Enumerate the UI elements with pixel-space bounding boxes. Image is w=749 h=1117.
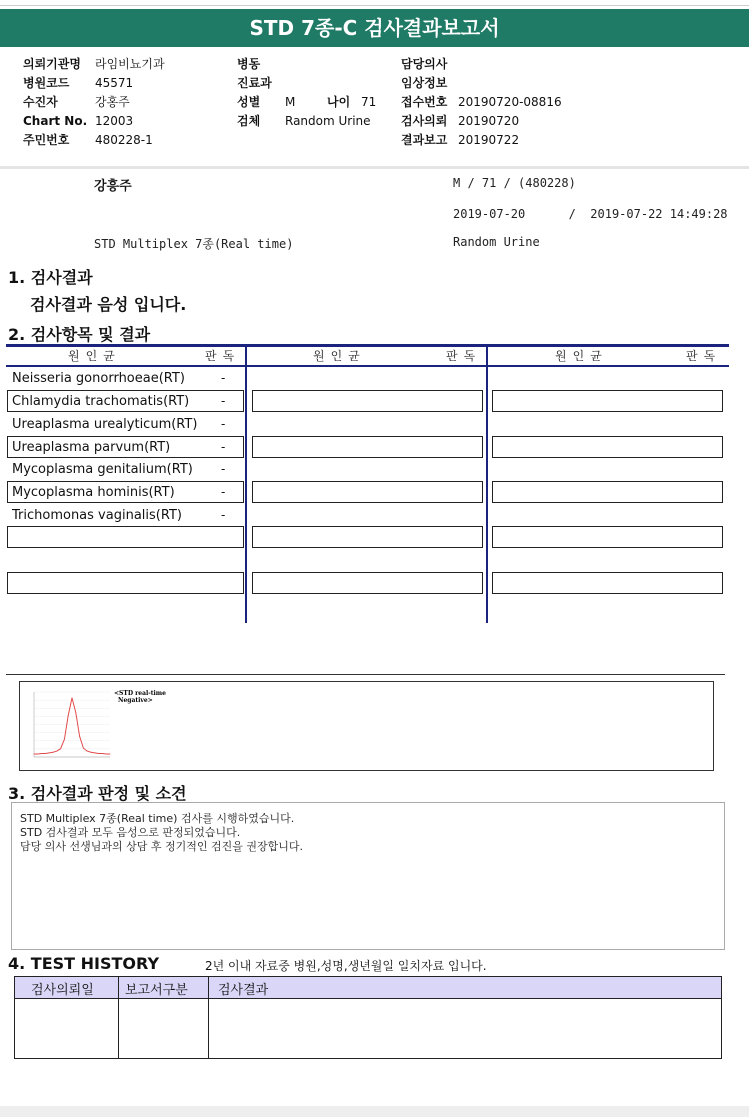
chart-point [60, 748, 61, 749]
chart-point [98, 753, 99, 754]
request-date-value: 20190720 [458, 114, 520, 128]
history-col-report-type: 보고서구분 [125, 983, 188, 998]
resident-no-label: 주민번호 [23, 133, 70, 147]
chart-legend-line2: Negative> [118, 697, 153, 704]
history-note: 2년 이내 자료중 병원,성명,생년월일 일치자료 입니다. [205, 959, 487, 973]
pcr-chart [20, 682, 713, 770]
chart-point [37, 754, 38, 755]
pathogen-name: Mycoplasma hominis(RT) [12, 485, 175, 500]
history-col-result: 검사결과 [218, 983, 269, 998]
chart-points [34, 698, 111, 755]
result-cell-box [252, 436, 483, 458]
chart-point [56, 751, 57, 752]
receipt-no-label: 접수번호 [401, 95, 448, 109]
header-col2 [237, 57, 377, 133]
results-column-divider [486, 344, 488, 623]
result-cell-box [252, 526, 483, 548]
pathogen-result: - [221, 485, 226, 499]
specimen-value: Random Urine [285, 114, 371, 128]
chart-point [49, 752, 50, 753]
clinical-info-label: 임상정보 [401, 76, 448, 90]
result-col-header: 판독 [446, 349, 482, 363]
history-table [14, 976, 722, 1059]
history-table-header [15, 977, 721, 999]
top-divider [0, 5, 749, 6]
result-cell-box [492, 436, 723, 458]
doctor-label: 담당의사 [401, 57, 448, 71]
chart-point [68, 715, 69, 716]
resident-no-value: 480228-1 [95, 133, 153, 147]
pathogen-col-header: 원인균 [555, 349, 608, 363]
section1-heading: 1. 검사결과 [8, 268, 93, 287]
chart-series-line [34, 698, 110, 754]
pathogen-result: - [221, 462, 226, 476]
opinion-textbox [11, 802, 725, 950]
chart-point [53, 752, 54, 753]
pathogen-col-header: 원인균 [313, 349, 366, 363]
chart-point [34, 754, 35, 755]
chart-point [45, 753, 46, 754]
report-title: STD 7종-C 검사결과보고서 [0, 9, 749, 47]
specimen-type: Random Urine [453, 235, 540, 249]
pathogen-name: Trichomonas vaginalis(RT) [12, 508, 182, 523]
result-cell-box [492, 481, 723, 503]
chart-point [83, 748, 84, 749]
age-label: 나이 [327, 95, 351, 109]
result-cell-box [7, 572, 244, 594]
sex-value: M [285, 95, 296, 109]
opinion-line: 담당 의사 선생님과의 상담 후 정기적인 검진을 권장합니다. [20, 840, 303, 853]
patient-label: 수진자 [23, 95, 58, 109]
pathogen-col-header: 원인균 [68, 349, 121, 363]
chart-point [87, 751, 88, 752]
pathogen-name: Neisseria gonorrhoeae(RT) [12, 371, 185, 386]
opinion-line: STD 검사결과 모두 음성으로 판정되었습니다. [20, 826, 241, 839]
chart-point [75, 712, 76, 713]
chart-point [72, 698, 73, 699]
header-separator [0, 166, 749, 169]
history-col-divider [208, 977, 209, 1058]
chart-point [41, 753, 42, 754]
pathogen-result: - [221, 508, 226, 522]
section-divider [6, 674, 725, 675]
chart-point [79, 736, 80, 737]
chart-point [102, 753, 103, 754]
chart-grid [34, 692, 110, 757]
chart-point [106, 754, 107, 755]
pathogen-name: Ureaplasma parvum(RT) [12, 440, 171, 455]
history-col-divider [118, 977, 119, 1058]
chart-no-value: 12003 [95, 114, 134, 128]
section3-heading: 3. 검사결과 판정 및 소견 [8, 784, 187, 803]
report-date-label: 결과보고 [401, 133, 448, 147]
patient-value: 강홍주 [95, 95, 130, 109]
pathogen-name: Mycoplasma genitalium(RT) [12, 462, 193, 477]
result-cell-box [492, 526, 723, 548]
ward-label: 병동 [237, 57, 261, 71]
results-column-divider [245, 344, 247, 623]
result-cell-box [7, 526, 244, 548]
section4-heading: 4. TEST HISTORY [8, 954, 160, 973]
pcr-chart-frame [19, 681, 714, 771]
hospital-code-value: 45571 [95, 76, 134, 90]
result-cell-box [252, 481, 483, 503]
pathogen-name: Ureaplasma urealyticum(RT) [12, 417, 198, 432]
request-date-label: 검사의뢰 [401, 114, 448, 128]
opinion-line: STD Multiplex 7종(Real time) 검사를 시행하였습니다. [20, 812, 295, 825]
test-name: STD Multiplex 7종(Real time) [94, 237, 294, 251]
result-cell-box [492, 572, 723, 594]
report-date-value: 20190722 [458, 133, 520, 147]
page-bottom-band [0, 1106, 749, 1117]
section2-heading: 2. 검사항목 및 결과 [8, 325, 151, 344]
referring-clinic-label: 의뢰기관명 [23, 57, 81, 71]
referring-clinic-value: 라임비뇨기과 [95, 57, 165, 71]
history-col-request-date: 검사의뢰일 [31, 983, 94, 998]
patient-dates: 2019-07-20 / 2019-07-22 14:49:28 [453, 207, 728, 221]
pathogen-name: Chlamydia trachomatis(RT) [12, 394, 190, 409]
result-col-header: 판독 [686, 349, 722, 363]
pathogen-result: - [221, 440, 226, 454]
pathogen-result: - [221, 394, 226, 408]
chart-point [110, 754, 111, 755]
result-col-header: 판독 [205, 349, 241, 363]
results-table-head-rule [6, 365, 729, 367]
chart-no-label: Chart No. [23, 114, 88, 128]
header-col1 [23, 57, 165, 152]
hospital-code-label: 병원코드 [23, 76, 70, 90]
department-label: 진료과 [237, 76, 272, 90]
result-cell-box [252, 390, 483, 412]
section1-summary: 검사결과 음성 입니다. [30, 295, 187, 314]
header-col3 [401, 57, 562, 152]
chart-legend-line1: <STD real-time [114, 690, 166, 697]
age-value: 71 [361, 95, 377, 109]
pathogen-result: - [221, 371, 226, 385]
patient-name: 강흥주 [94, 179, 132, 194]
pathogen-result: - [221, 417, 226, 431]
patient-sex-age: M / 71 / (480228) [453, 176, 576, 190]
specimen-label: 검체 [237, 114, 261, 128]
chart-point [94, 752, 95, 753]
chart-point [91, 752, 92, 753]
result-cell-box [252, 572, 483, 594]
sex-label: 성별 [237, 95, 261, 109]
receipt-no-value: 20190720-08816 [458, 95, 562, 109]
chart-point [64, 739, 65, 740]
result-cell-box [492, 390, 723, 412]
